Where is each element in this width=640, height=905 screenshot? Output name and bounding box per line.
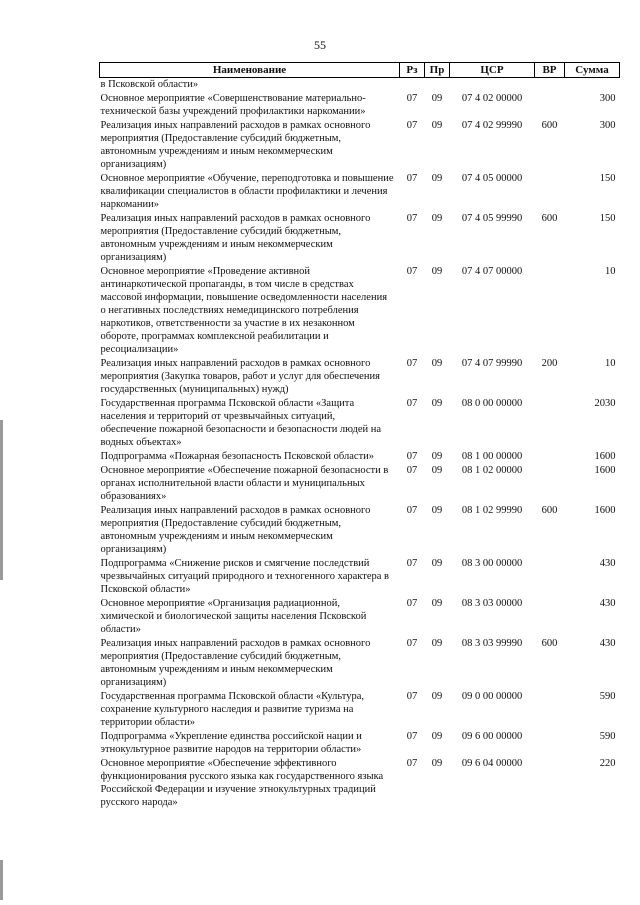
cell-vr: 600	[541, 638, 558, 649]
cell-rz: 07	[406, 465, 418, 476]
cell-sum: 430	[599, 598, 616, 609]
cell-csr: 07 4 07 99990	[461, 358, 523, 369]
cell-sum: 10	[605, 358, 616, 369]
cell-name: Реализация иных направлений расходов в рамках основного мероприятия (Предоставление субсидий бюджетным, автономным учреждениям и иным некоммерческим организациям)	[100, 505, 371, 555]
header-vr: ВР	[535, 63, 565, 78]
cell-csr: 08 3 03 00000	[461, 598, 523, 609]
cell-csr: 08 1 02 00000	[461, 465, 523, 476]
cell-name: Подпрограмма «Укрепление единства российской нации и этнокультурное развитие народов на территории области»	[100, 731, 362, 755]
cell-csr: 08 3 00 00000	[461, 558, 523, 569]
table-row	[100, 265, 620, 357]
table-body	[100, 78, 620, 811]
table-row	[100, 504, 620, 557]
cell-sum: 220	[599, 758, 616, 769]
cell-sum: 150	[599, 213, 616, 224]
cell-csr: 08 1 02 99990	[461, 505, 523, 516]
table-header-row	[100, 63, 620, 78]
cell-rz: 07	[406, 398, 418, 409]
table-row	[100, 78, 620, 93]
cell-vr	[535, 464, 565, 504]
cell-name: Основное мероприятие «Обучение, переподготовка и повышение квалификации специалистов в области профилактики и лечения наркомании»	[100, 173, 394, 210]
cell-pr: 09	[431, 505, 443, 516]
cell-csr: 09 0 00 00000	[461, 691, 523, 702]
table-row	[100, 730, 620, 757]
header-rz: Рз	[400, 63, 425, 78]
header-name: Наименование	[100, 63, 400, 78]
cell-sum	[565, 78, 620, 93]
budget-table	[99, 62, 620, 810]
cell-sum: 300	[599, 120, 616, 131]
table-row	[100, 357, 620, 397]
cell-vr	[535, 78, 565, 93]
cell-pr: 09	[431, 465, 443, 476]
header-csr: ЦСР	[450, 63, 535, 78]
table-row	[100, 597, 620, 637]
cell-csr: 07 4 05 99990	[461, 213, 523, 224]
table-row	[100, 757, 620, 810]
cell-name: Государственная программа Псковской области «Защита населения и территорий от чрезвычайных ситуаций, обеспечение пожарной безопасности и безопасности людей на водных объектах»	[100, 398, 382, 448]
cell-vr	[535, 597, 565, 637]
cell-rz: 07	[406, 505, 418, 516]
cell-name: Основное мероприятие «Обеспечение эффективного функционирования русского языка как государственного языка Российской Федерации и изучение этнокультурных традиций русского народа»	[100, 758, 384, 808]
cell-rz: 07	[406, 598, 418, 609]
cell-rz: 07	[406, 266, 418, 277]
cell-vr: 600	[541, 213, 558, 224]
table-row	[100, 690, 620, 730]
cell-rz: 07	[406, 120, 418, 131]
scan-edge-mark	[0, 860, 3, 900]
cell-csr	[450, 78, 535, 93]
cell-rz: 07	[406, 558, 418, 569]
header-sum: Сумма	[565, 63, 620, 78]
cell-pr	[425, 78, 450, 93]
cell-vr: 600	[541, 505, 558, 516]
cell-csr: 08 3 03 99990	[461, 638, 523, 649]
cell-name: в Псковской области»	[100, 79, 199, 90]
cell-pr: 09	[431, 451, 443, 462]
cell-pr: 09	[431, 120, 443, 131]
table-row	[100, 119, 620, 172]
cell-sum: 1600	[594, 465, 616, 476]
cell-pr: 09	[431, 213, 443, 224]
scan-edge-mark	[0, 420, 3, 580]
cell-name: Основное мероприятие «Совершенствование материально-технической базы учреждений профилактики наркомании»	[100, 93, 366, 117]
cell-name: Основное мероприятие «Проведение активной антинаркотической пропаганды, в том числе в средствах массовой информации, повышение осведомленности населения о негативных последствиях немедицинского потребления наркотиков, ответственности за участие в их незаконном обороте, программах комплексной реабилитации и ресоциализации»	[100, 266, 388, 355]
cell-name: Реализация иных направлений расходов в рамках основного мероприятия (Предоставление субсидий бюджетным, автономным учреждениям и иным некоммерческим организациям)	[100, 213, 371, 263]
cell-rz: 07	[406, 213, 418, 224]
cell-csr: 07 4 07 00000	[461, 266, 523, 277]
table-row	[100, 637, 620, 690]
table-row	[100, 464, 620, 504]
cell-sum: 430	[599, 558, 616, 569]
cell-sum: 150	[599, 173, 616, 184]
cell-vr	[535, 730, 565, 757]
cell-pr: 09	[431, 266, 443, 277]
cell-vr: 200	[541, 358, 558, 369]
cell-csr: 09 6 04 00000	[461, 758, 523, 769]
table-row	[100, 172, 620, 212]
cell-sum: 2030	[594, 398, 616, 409]
cell-name: Реализация иных направлений расходов в рамках основного мероприятия (Предоставление субсидий бюджетным, автономным учреждениям и иным некоммерческим организациям)	[100, 638, 371, 688]
table-row	[100, 450, 620, 464]
cell-vr	[535, 757, 565, 810]
cell-name: Подпрограмма «Пожарная безопасность Псковской области»	[100, 451, 375, 462]
cell-pr: 09	[431, 731, 443, 742]
cell-pr: 09	[431, 173, 443, 184]
cell-vr	[535, 557, 565, 597]
cell-sum: 430	[599, 638, 616, 649]
table-row	[100, 557, 620, 597]
cell-csr: 07 4 02 00000	[461, 93, 523, 104]
cell-pr: 09	[431, 638, 443, 649]
cell-csr: 07 4 02 99990	[461, 120, 523, 131]
page-number: 55	[314, 38, 326, 52]
cell-sum: 10	[605, 266, 616, 277]
cell-vr	[535, 690, 565, 730]
cell-name: Основное мероприятие «Организация радиационной, химической и биологической защиты населения Псковской области»	[100, 598, 367, 635]
cell-sum: 590	[599, 691, 616, 702]
cell-sum: 1600	[594, 451, 616, 462]
cell-pr: 09	[431, 93, 443, 104]
cell-name: Государственная программа Псковской области «Культура, сохранение культурного наследия и развитие туризма на территории области»	[100, 691, 365, 728]
cell-vr	[535, 397, 565, 450]
cell-vr	[535, 265, 565, 357]
cell-pr: 09	[431, 598, 443, 609]
cell-rz: 07	[406, 731, 418, 742]
cell-pr: 09	[431, 398, 443, 409]
cell-vr	[535, 172, 565, 212]
cell-csr: 09 6 00 00000	[461, 731, 523, 742]
cell-rz: 07	[406, 451, 418, 462]
cell-rz: 07	[406, 358, 418, 369]
cell-rz: 07	[406, 691, 418, 702]
table-row	[100, 397, 620, 450]
cell-csr: 08 0 00 00000	[461, 398, 523, 409]
cell-sum: 300	[599, 93, 616, 104]
cell-vr	[535, 450, 565, 464]
cell-rz: 07	[406, 173, 418, 184]
cell-name: Подпрограмма «Снижение рисков и смягчение последствий чрезвычайных ситуаций природного и техногенного характера в Псковской области»	[100, 558, 389, 595]
cell-rz	[400, 78, 425, 93]
cell-vr	[535, 92, 565, 119]
cell-pr: 09	[431, 558, 443, 569]
cell-rz: 07	[406, 638, 418, 649]
cell-name: Реализация иных направлений расходов в рамках основного мероприятия (Предоставление субсидий бюджетным, автономным учреждениям и иным некоммерческим организациям)	[100, 120, 371, 170]
cell-pr: 09	[431, 758, 443, 769]
cell-rz: 07	[406, 93, 418, 104]
cell-name: Реализация иных направлений расходов в рамках основного мероприятия (Закупка товаров, работ и услуг для обеспечения государственных (муниципальных) нужд)	[100, 358, 380, 395]
table-row	[100, 92, 620, 119]
cell-pr: 09	[431, 358, 443, 369]
header-pr: Пр	[425, 63, 450, 78]
cell-vr: 600	[541, 120, 558, 131]
cell-sum: 590	[599, 731, 616, 742]
cell-name: Основное мероприятие «Обеспечение пожарной безопасности в органах исполнительной власти области и муниципальных образованиях»	[100, 465, 389, 502]
cell-sum: 1600	[594, 505, 616, 516]
cell-csr: 07 4 05 00000	[461, 173, 523, 184]
cell-pr: 09	[431, 691, 443, 702]
cell-csr: 08 1 00 00000	[461, 451, 523, 462]
table-row	[100, 212, 620, 265]
cell-rz: 07	[406, 758, 418, 769]
